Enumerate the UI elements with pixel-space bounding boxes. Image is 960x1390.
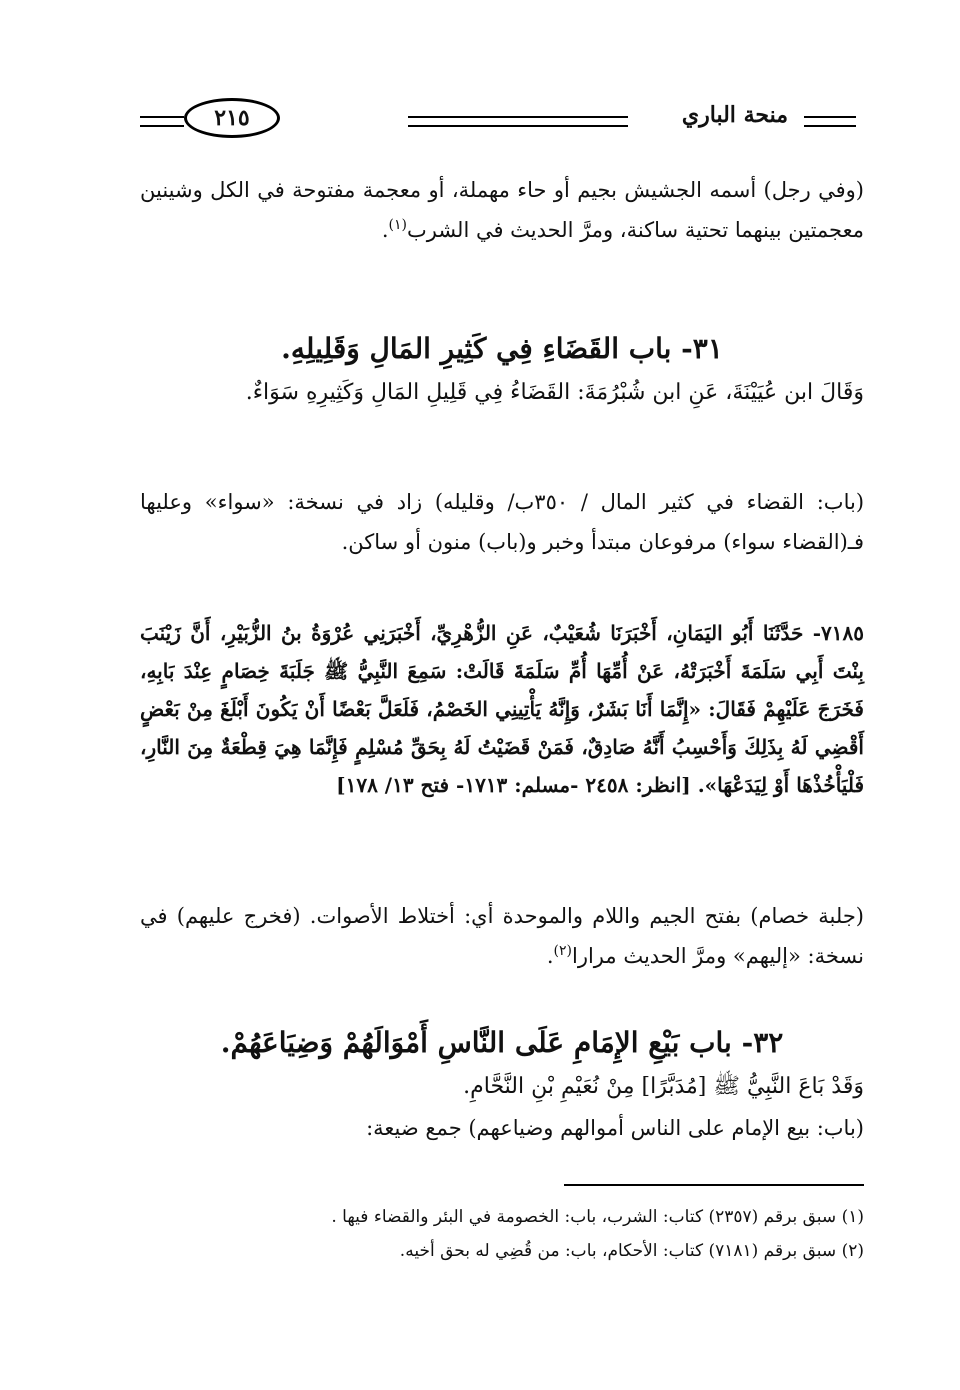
header-rule-middle [408, 116, 628, 127]
footnote-2: (٢) سبق برقم (٧١٨١) كتاب: الأحكام، باب: من قُضِي له بحق أخيه. [399, 1241, 864, 1261]
footnote-1: (١) سبق برقم (٢٣٥٧) كتاب: الشرب، باب: الخصومة في البئر والقضاء فيها . [331, 1207, 864, 1227]
chapter-31-commentary-block [140, 482, 864, 562]
chapter-32-heading: ٣٢- باب بَيْعِ الإِمَامِ عَلَى النَّاسِ أَمْوَالَهُمْ وَضِيَاعَهُمْ. [220, 1026, 784, 1059]
page-number: ٢١٥ [184, 98, 280, 138]
intro-end: . [381, 218, 389, 242]
chapter-31-block [140, 326, 864, 414]
header-rule-left [140, 116, 184, 127]
intro-paragraph [140, 170, 864, 250]
hadith-7185: ٧١٨٥- حَدَّثَنَا أَبُو اليَمَانِ، أَخْبَرَنَا شُعَيْبٌ، عَنِ الزُّهْرِيِّ، أَخْبَرَنِي عُرْوَةُ بنُ الزُّبَيْرِ، أَنَّ زَيْنَبَ بِنْتَ أَبِي سَلَمَةَ أَخْبَرَتْهُ، عَنْ أُمِّهَا أُمِّ سَلَمَةَ قَالَتْ: سَمِعَ النَّبِيُّ ﷺ جَلَبَةَ خِصَامٍ عِنْدَ بَابِهِ، فَخَرَجَ عَلَيْهِمْ فَقَالَ: «إِنَّمَا أَنَا بَشَرٌ، وَإِنَّهُ يَأْتِينِي الخَصْمُ، فَلَعَلَّ بَعْضًا أَنْ يَكُونَ أَبْلَغَ مِنْ بَعْضٍ أَقْضِي لَهُ بِذَلِكَ وَأَحْسِبُ أَنَّهُ صَادِقٌ، فَمَنْ قَضَيْتُ لَهُ بِحَقِّ مُسْلِمٍ فَإِنَّمَا هِيَ قِطْعَةٌ مِنَ النَّارِ، فَلْيَأْخُذْهَا أَوْ لِيَدَعْهَا». [انظر: ٢٤٥٨ -مسلم: ١٧١٣- فتح ١٣/ ١٧٨] [140, 621, 864, 797]
hadith-commentary-text: (جلبة خصام) بفتح الجيم واللام والموحدة أي: أختلاط الأصوات. (فخرج عليهم) في نسخة: «إليهم» ومرَّ الحديث مرارا [140, 904, 864, 968]
chapter-31-commentary: (باب: القضاء في كثير المال / ٣٥٠ب/ وقليله) زاد في نسخة: «سواء» وعليها فـ(القضاء سواء) مرفوعان مبتدأ وخبر و(باب) منون أو ساكن. [140, 490, 865, 554]
footnotes [124, 1200, 864, 1268]
chapter-31-heading: ٣١- باب القَضَاءِ فِي كَثِيرِ المَالِ وَقَلِيلِهِ. [281, 332, 723, 365]
page-header [140, 92, 856, 148]
intro-text: (وفي رجل) أسمه الجشيش بجيم أو حاء مهملة، أو معجمة مفتوحة في الكل وشينين معجمتين بينهما تحتية ساكنة، ومرَّ الحديث في الشرب [140, 178, 864, 242]
hadith-commentary-block [140, 896, 864, 976]
book-title: منحة الباري [681, 102, 788, 128]
intro-paragraph-block [140, 170, 864, 250]
chapter-31-quote: وَقَالَ ابن عُيَيْنَةَ، عَنِ ابن شُبْرُمَةَ: القَضَاءُ فِي قَلِيلِ المَالِ وَكَثِيرِهِ سَوَاءٌ. [245, 380, 864, 405]
hadith-block [140, 614, 864, 804]
chapter-32-commentary: (باب: بيع الإمام على الناس أموالهم وضياعهم) جمع ضيعة: [366, 1116, 864, 1140]
hadith-commentary [140, 896, 864, 976]
footnote-ref-2[interactable]: (٢) [553, 943, 572, 959]
hadith-commentary-end: . [546, 944, 554, 968]
chapter-32-block [140, 1020, 864, 1148]
chapter-32-quote: وَقَدْ بَاعَ النَّبِيُّ ﷺ [مُدَبَّرًا] مِنْ نُعَيْمِ بْنِ النَّحَّامِ. [463, 1074, 864, 1099]
footnote-ref-1[interactable]: (١) [388, 217, 407, 233]
header-rule-right [804, 116, 856, 127]
footnote-separator [564, 1184, 864, 1186]
